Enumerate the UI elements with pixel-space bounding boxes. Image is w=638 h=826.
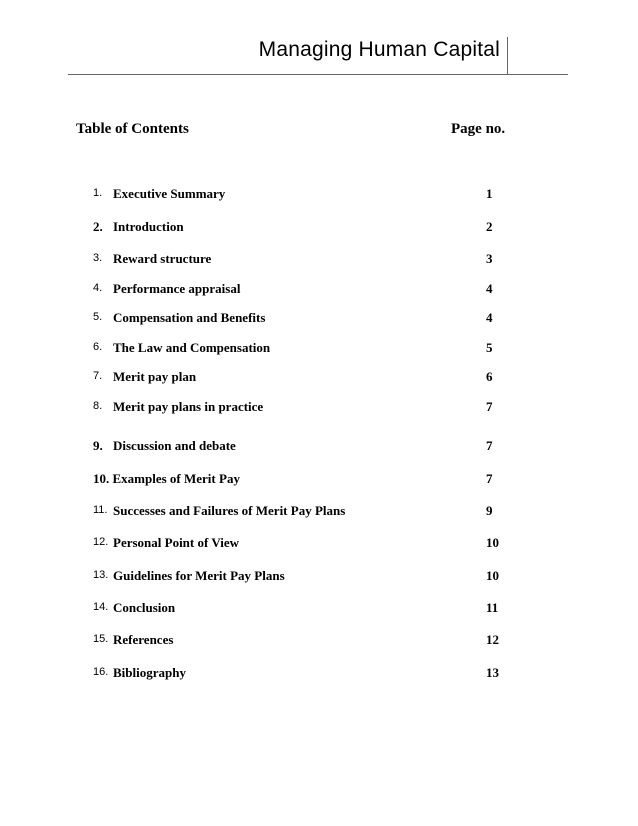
toc-entry-number: 16. [93, 666, 109, 678]
toc-entry [93, 186, 503, 206]
toc-entry-page: 7 [486, 399, 493, 414]
toc-entry-page: 4 [486, 310, 493, 325]
toc-entry-page: 3 [486, 251, 493, 266]
toc-entry [93, 399, 503, 419]
toc-entry-number: 5. [93, 311, 103, 323]
toc-entry-title: Introduction [113, 219, 184, 234]
toc-entry [93, 665, 503, 685]
toc-entry-page: 10 [486, 535, 499, 550]
header-vertical-rule [507, 37, 508, 75]
toc-entry-title: Reward structure [113, 251, 212, 266]
toc-entry-title: Performance appraisal [113, 281, 241, 296]
toc-entry [93, 632, 503, 652]
toc-entry [93, 281, 503, 301]
toc-entry-page: 4 [486, 281, 493, 296]
toc-entry-title: Merit pay plans in practice [113, 399, 264, 414]
toc-entry-title: Discussion and debate [113, 438, 236, 453]
toc-entry-page: 9 [486, 503, 493, 518]
toc-entry [93, 535, 503, 555]
toc-entry [93, 471, 503, 491]
toc-entry-number: 6. [93, 341, 103, 353]
toc-entry-title: Personal Point of View [113, 535, 240, 550]
toc-entry-page: 6 [486, 369, 493, 384]
toc-entry-title: Successes and Failures of Merit Pay Plans [113, 503, 346, 518]
header-title: Managing Human Capital [258, 38, 500, 61]
toc-entry-page: 13 [486, 665, 499, 680]
toc-entry [93, 369, 503, 389]
toc-entry-title: References [113, 632, 174, 647]
toc-entry-page: 2 [486, 219, 493, 234]
header-rule [68, 74, 568, 75]
toc-entry-title: Conclusion [113, 600, 176, 615]
toc-entry [93, 568, 503, 588]
toc-entry-page: 12 [486, 632, 499, 647]
toc-entry-title: Executive Summary [113, 186, 226, 201]
toc-entry-title: 10. Examples of Merit Pay [93, 471, 240, 486]
toc-entry [93, 310, 503, 330]
toc-entry-page: 7 [486, 471, 493, 486]
toc-entry-page: 1 [486, 186, 493, 201]
toc-entry [93, 438, 503, 458]
toc-entry-page: 11 [486, 600, 499, 615]
toc-entry [93, 600, 503, 620]
toc-entry [93, 251, 503, 271]
toc-entry-number: 8. [93, 400, 103, 412]
toc-heading: Table of Contents [76, 121, 189, 137]
toc-entry [93, 503, 503, 523]
toc-entry-title: The Law and Compensation [113, 340, 271, 355]
page-number-heading: Page no. [451, 121, 506, 137]
toc-entry-number: 3. [93, 252, 103, 264]
toc-entry-page: 10 [486, 568, 499, 583]
toc-entry-number: 13. [93, 569, 109, 581]
toc-entry-number: 4. [93, 282, 103, 294]
toc-entry-number: 7. [93, 370, 103, 382]
toc-entry [93, 219, 503, 239]
toc-entry-title: Guidelines for Merit Pay Plans [113, 568, 285, 583]
toc-entry-number: 15. [93, 633, 109, 645]
toc-entry-title: Merit pay plan [113, 369, 197, 384]
toc-entry-title: Compensation and Benefits [113, 310, 266, 325]
toc-entry-page: 7 [486, 438, 493, 453]
toc-entry-number: 1. [93, 187, 103, 199]
toc-entry [93, 340, 503, 360]
toc-entry-number: 14. [93, 601, 109, 613]
toc-entry-number: 9. [93, 438, 103, 453]
toc-entry-number: 12. [93, 536, 109, 548]
toc-entry-title: Bibliography [113, 665, 186, 680]
toc-entry-number: 11. [93, 504, 108, 516]
toc-entry-page: 5 [486, 340, 493, 355]
toc-entry-number: 2. [93, 219, 103, 234]
